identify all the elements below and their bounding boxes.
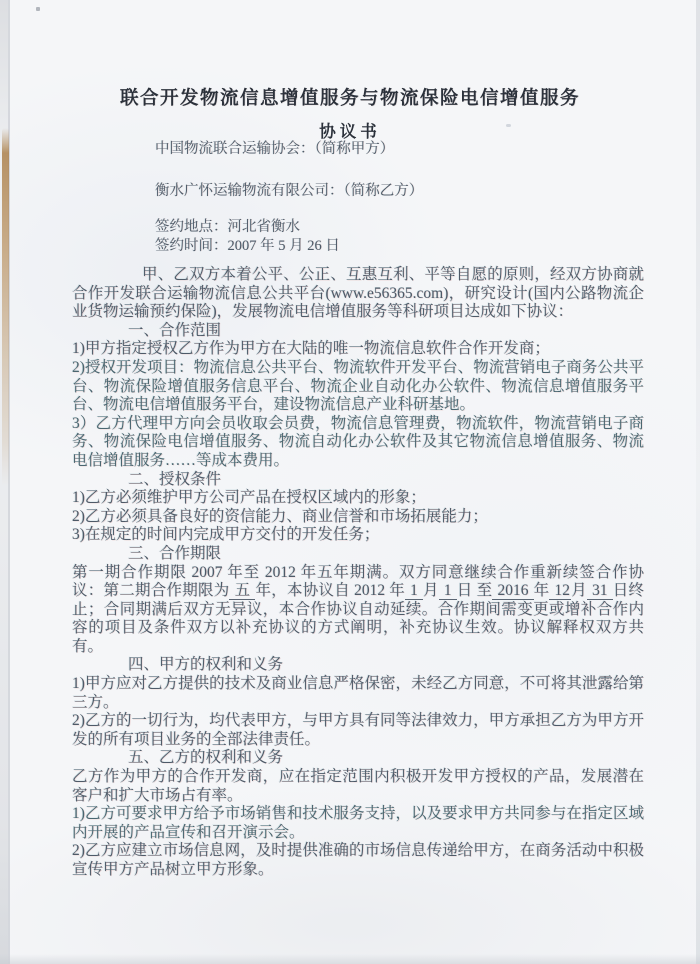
party-b-line: 衡水广怀运输物流有限公司：（简称乙方） [155, 183, 424, 199]
section-1-item-3: 3）乙方代理甲方向会员收取会员费，物流信息管理费，物流软件，物流营销电子商务、物流保险电信增值服务、物流自动化办公软件及其它物流信息增值服务、物流电信增值服务……等成本费用。 [72, 414, 644, 469]
section-2-heading: 二、授权条件 [128, 470, 222, 488]
section-4-heading: 四、甲方的权利和义务 [128, 656, 284, 674]
section-3-heading: 三、合作期限 [128, 544, 222, 562]
term-fill-end-month: 12 [550, 582, 570, 600]
term-fill-end-year: 2016 [493, 582, 533, 600]
scan-bottom-edge [0, 954, 700, 964]
section-2-item-2: 2)乙方必须具备良好的资信能力、商业信誉和市场拓展能力； [72, 507, 488, 525]
section-5-heading: 五、乙方的权利和义务 [128, 749, 284, 767]
section-5-item-2: 2)乙方应建立市场信息网，及时提供准确的市场信息传递给甲方，在商务活动中积极宣传甲方产品树立甲方形象。 [72, 842, 644, 878]
signing-place-line: 签约地点：河北省衡水 [155, 219, 300, 235]
term-fill-years: 五 [230, 582, 255, 600]
section-1-item-2: 2)授权开发项目：物流信息公共平台、物流软件开发平台、物流营销电子商务公共平台、物流保险增值服务信息平台、物流企业自动化办公软件、物流信息增值服务平台、物流电信增值服务平台，建设物流信息产业科研基地。 [72, 358, 644, 414]
term-fill-start-day: 1 [439, 582, 456, 600]
document-subtitle: 协议书 [319, 123, 381, 141]
parties-block [155, 140, 635, 256]
term-text: 第一期合作期限 2007 年至 2012 年五年期满。双方同意继续合作重新续签合作协议：第二期合作期限为 [72, 563, 644, 600]
intro-paragraph: 甲、乙双方本着公平、公正、互惠互利、平等自愿的原则，经双方协商就合作开发联合运输物流信息公共平台(www.e56365.com)，研究设计(国内公路物流企业货物运输预约保险)，发展物流电信增值服务等科研项目达成如下协议： [72, 266, 644, 321]
section-3-term-paragraph: 第一期合作期限 2007 年至 2012 年五年期满。双方同意继续合作重新续签合作协议：第二期合作期限为 五 年，本协议自 2012 年 1 月 1 日 至 2016 年 12月 31 日终止；合同期满后双方无异议，本合作协议自动延续。合作期间需变更或增补合作内容的项目及条件双方以补充协议的方式阐明，补充协议生效。协议解释权双方共有。 [72, 563, 644, 655]
term-fill-end-day: 31 [587, 582, 612, 600]
section-2-item-1: 1)乙方必须维护甲方公司产品在授权区域内的形象； [72, 489, 426, 507]
section-1-item-1: 1)甲方指定授权乙方作为甲方在大陆的唯一物流信息软件合作开发商； [72, 340, 550, 358]
section-1-heading: 一、合作范围 [128, 321, 222, 339]
scan-artifact-tan-strip [2, 128, 9, 486]
contract-body [72, 266, 644, 880]
section-4-item-1: 1)甲方应对乙方提供的技术及商业信息严格保密，未经乙方同意，不可将其泄露给第三方。 [72, 675, 644, 711]
section-5-intro: 乙方作为甲方的合作开发商，应在指定范围内积极开发甲方授权的产品，发展潜在客户和扩大市场占有率。 [72, 768, 644, 804]
section-4-item-2: 2)乙方的一切行为，均代表甲方，与甲方具有同等法律效力，甲方承担乙方为甲方开发的所有项目业务的全部法律责任。 [72, 712, 644, 748]
section-2-item-3: 3)在规定的时间内完成甲方交付的开发任务； [72, 526, 380, 544]
term-fill-start-month: 1 [405, 582, 422, 600]
party-a-line: 中国物流联合运输协会：（简称甲方） [155, 141, 395, 157]
signing-date-line: 签约时间：2007 年 5 月 26 日 [155, 238, 340, 254]
document-title: 联合开发物流信息增值服务与物流保险电信增值服务 [119, 87, 580, 108]
scan-speck [36, 7, 40, 11]
scan-right-edge [696, 0, 700, 964]
section-5-item-1: 1)乙方可要求甲方给予市场销售和技术服务支持，以及要求甲方共同参与在指定区域内开展的产品宣传和召开演示会。 [72, 805, 644, 841]
